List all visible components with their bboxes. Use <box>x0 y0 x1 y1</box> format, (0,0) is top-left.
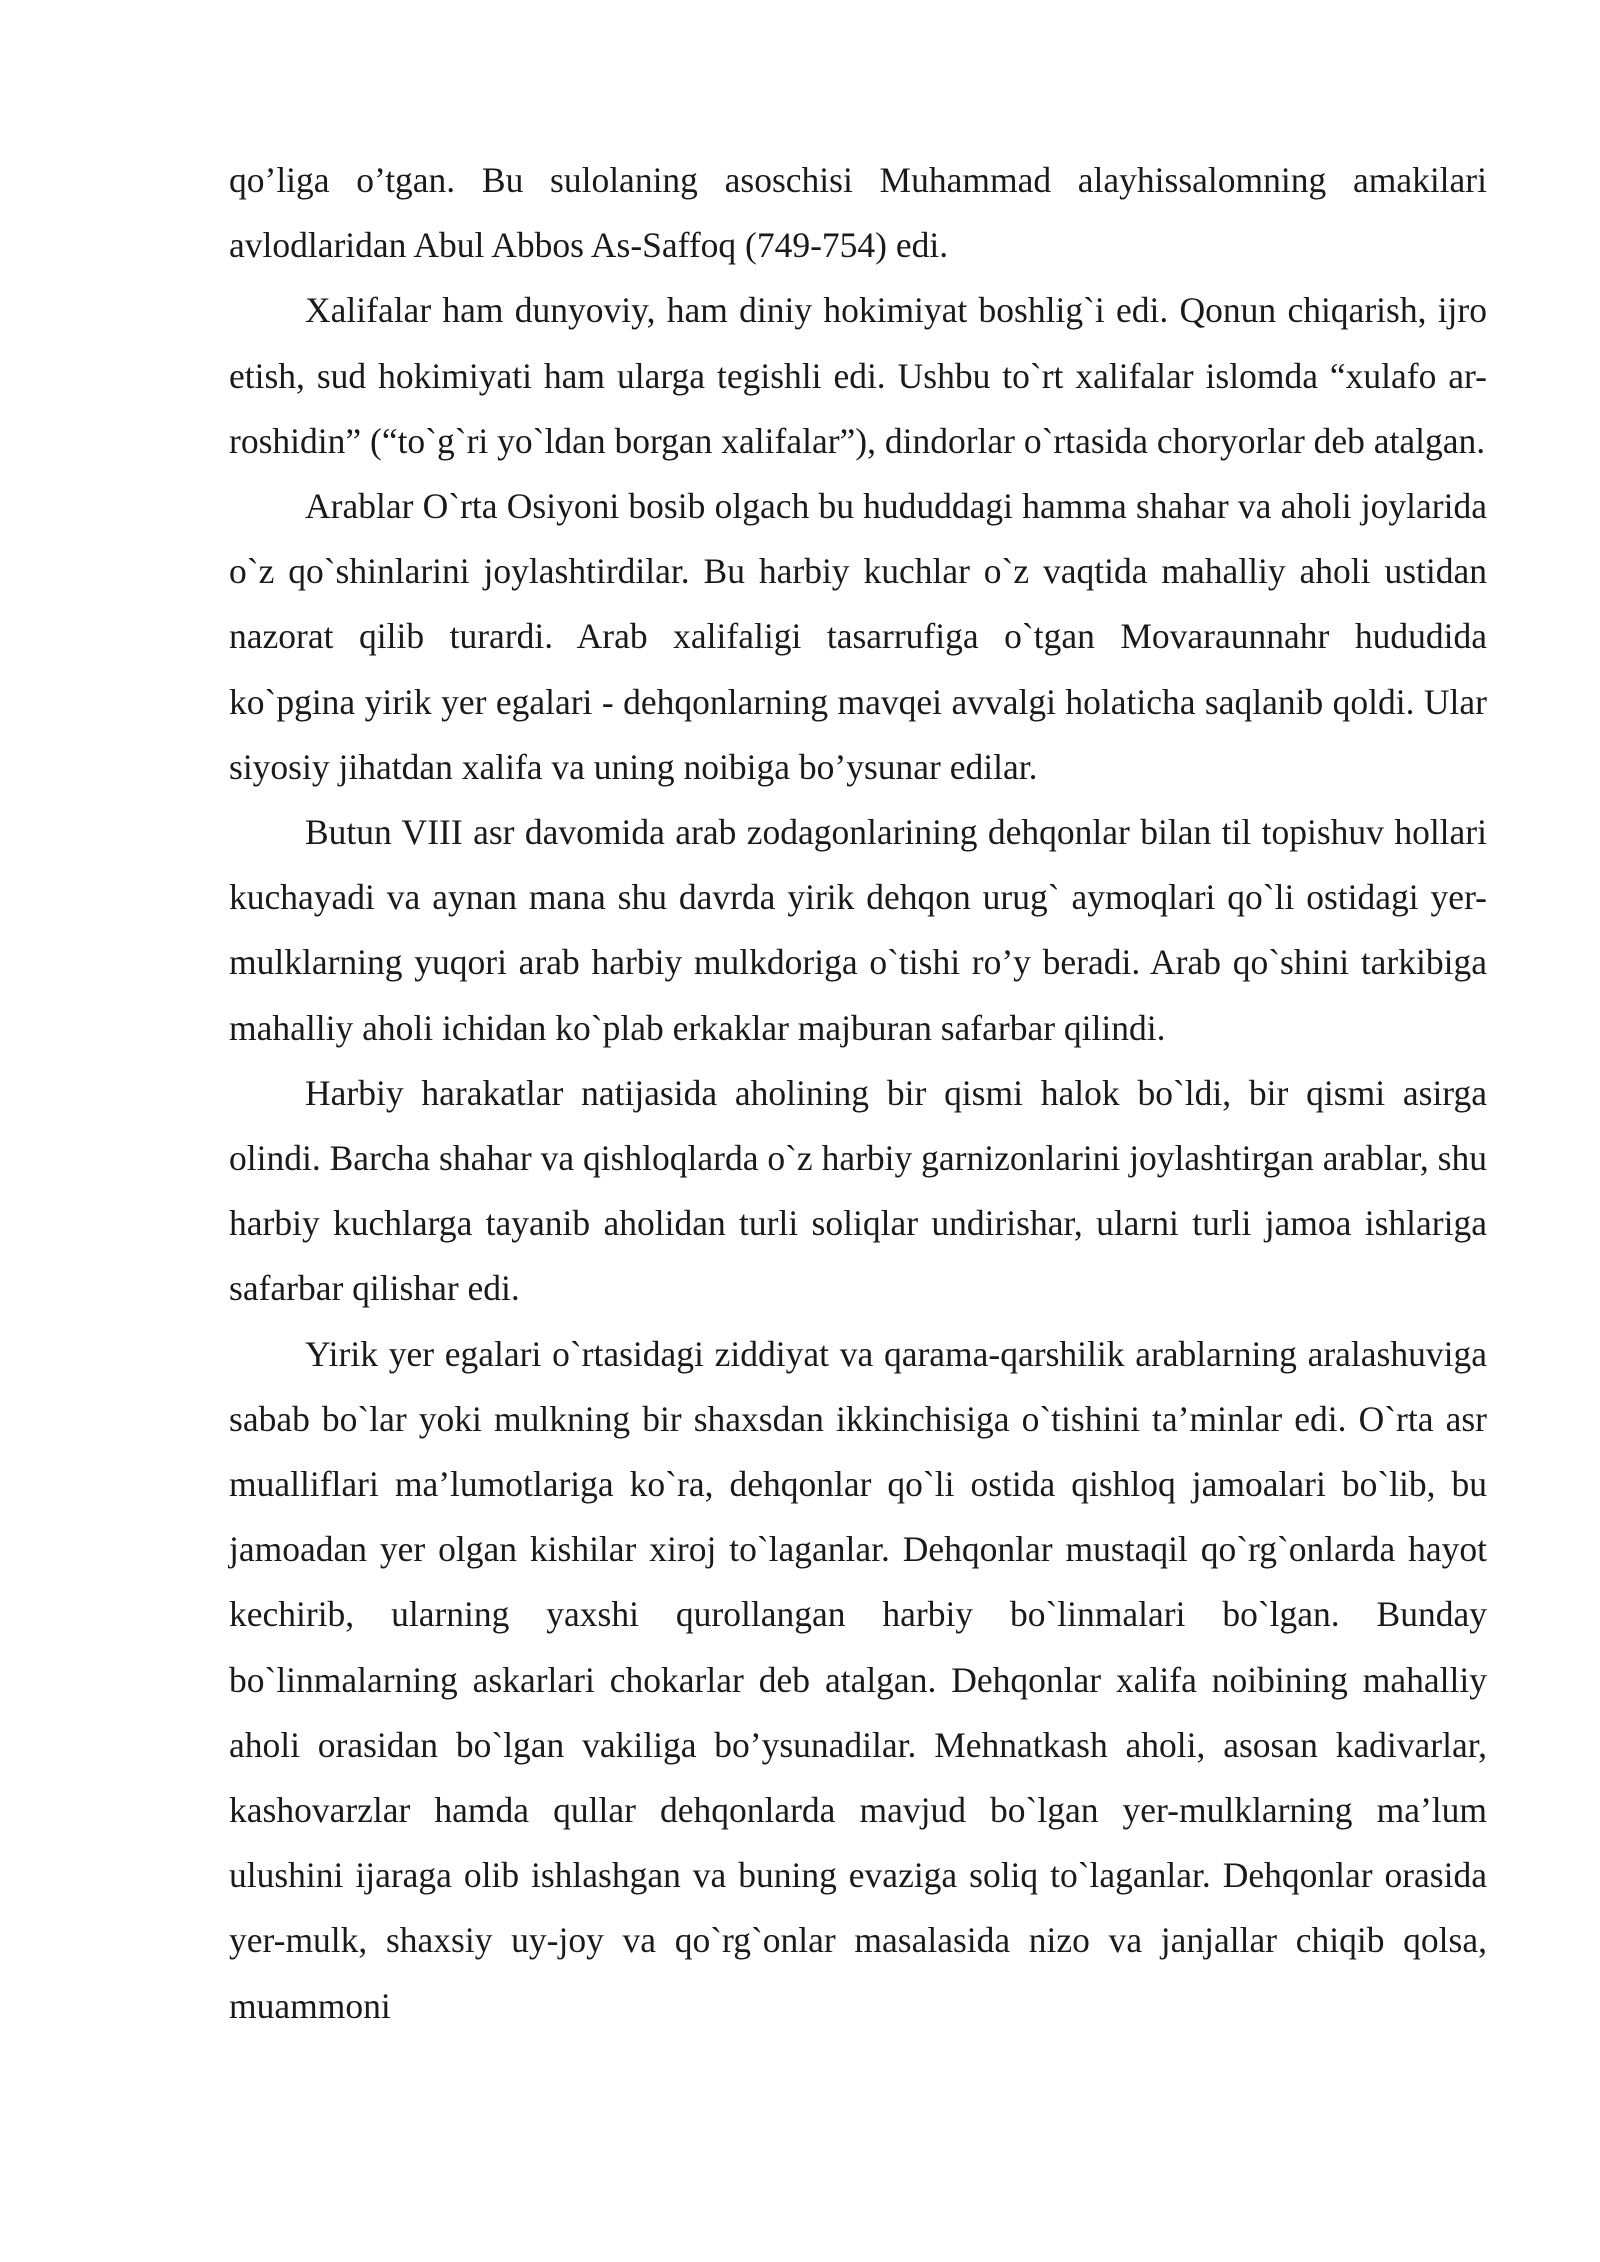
paragraph-landowners: Yirik yer egalari o`rtasidagi ziddiyat va qarama-qarshilik arablarning aralashuviga sabab bo`lar yoki mulkning bir shaxsdan ikkinchisiga o`tishini ta’minlar edi. O`rta asr mualliflari ma’lumotlariga ko`ra, dehqonlar qo`li ostida qishloq jamoalari bo`lib, bu jamoadan yer olgan kishilar xiroj to`laganlar. Dehqonlar mustaqil qo`rg`onlarda hayot kechirib, ularning yaxshi qurollangan harbiy bo`linmalari bo`lgan. Bunday bo`linmalarning askarlari chokarlar deb atalgan. Dehqonlar xalifa noibining mahalliy aholi orasidan bo`lgan vakiliga bo’ysunadilar. Mehnatkash aholi, asosan kadivarlar, kashovarzlar hamda qullar dehqonlarda mavjud bo`lgan yer-mulklarning ma’lum ulushini ijaraga olib ishlashgan va buning evaziga soliq to`laganlar. Dehqonlar orasida yer-mulk, shaxsiy uy-joy va qo`rg`onlar masalasida nizo va janjallar chiqib qolsa, muammoni <box>229 1333 1487 2026</box>
paragraph-eighth-century: Butun VIII asr davomida arab zodagonlarining dehqonlar bilan til topishuv hollari kuchayadi va aynan mana shu davrda yirik dehqon urug` aymoqlari qo`li ostidagi yer-mulklarning yuqori arab harbiy mulkdoriga o`tishi ro’y beradi. Arab qo`shini tarkibiga mahalliy aholi ichidan ko`plab erkaklar majburan safarbar qilindi. <box>229 812 1487 1048</box>
paragraph-continued: qo’liga o’tgan. Bu sulolaning asoschisi Muhammad alayhissalomning amakilari avlodlaridan Abul Abbos As-Saffoq (749-754) edi. <box>229 160 1487 266</box>
paragraph-arab-garrisons: Arablar O`rta Osiyoni bosib olgach bu hududdagi hamma shahar va aholi joylarida o`z qo`shinlarini joylashtirdilar. Bu harbiy kuchlar o`z vaqtida mahalliy aholi ustidan nazorat qilib turardi. Arab xalifaligi tasarrufiga o`tgan Movaraunnahr hududida ko`pgina yirik yer egalari - dehqonlarning mavqei avvalgi holaticha saqlanib qoldi. Ular siyosiy jihatdan xalifa va uning noibiga bo’ysunar edilar. <box>229 486 1487 787</box>
document-body <box>229 148 1487 2039</box>
paragraph-military-actions: Harbiy harakatlar natijasida aholining bir qismi halok bo`ldi, bir qismi asirga olindi. Barcha shahar va qishloqlarda o`z harbiy garnizonlarini joylashtirgan arablar, shu harbiy kuchlarga tayanib aholidan turli soliqlar undirishar, ularni turli jamoa ishlariga safarbar qilishar edi. <box>229 1072 1487 1309</box>
paragraph-caliphs-authority: Xalifalar ham dunyoviy, ham diniy hokimiyat boshlig`i edi. Qonun chiqarish, ijro etish, sud hokimiyati ham ularga tegishli edi. Ushbu to`rt xalifalar islomda “xulafo ar-roshidin” (“to`g`ri yo`ldan borgan xalifalar”), dindorlar o`rtasida choryorlar deb atalgan. <box>229 290 1487 461</box>
